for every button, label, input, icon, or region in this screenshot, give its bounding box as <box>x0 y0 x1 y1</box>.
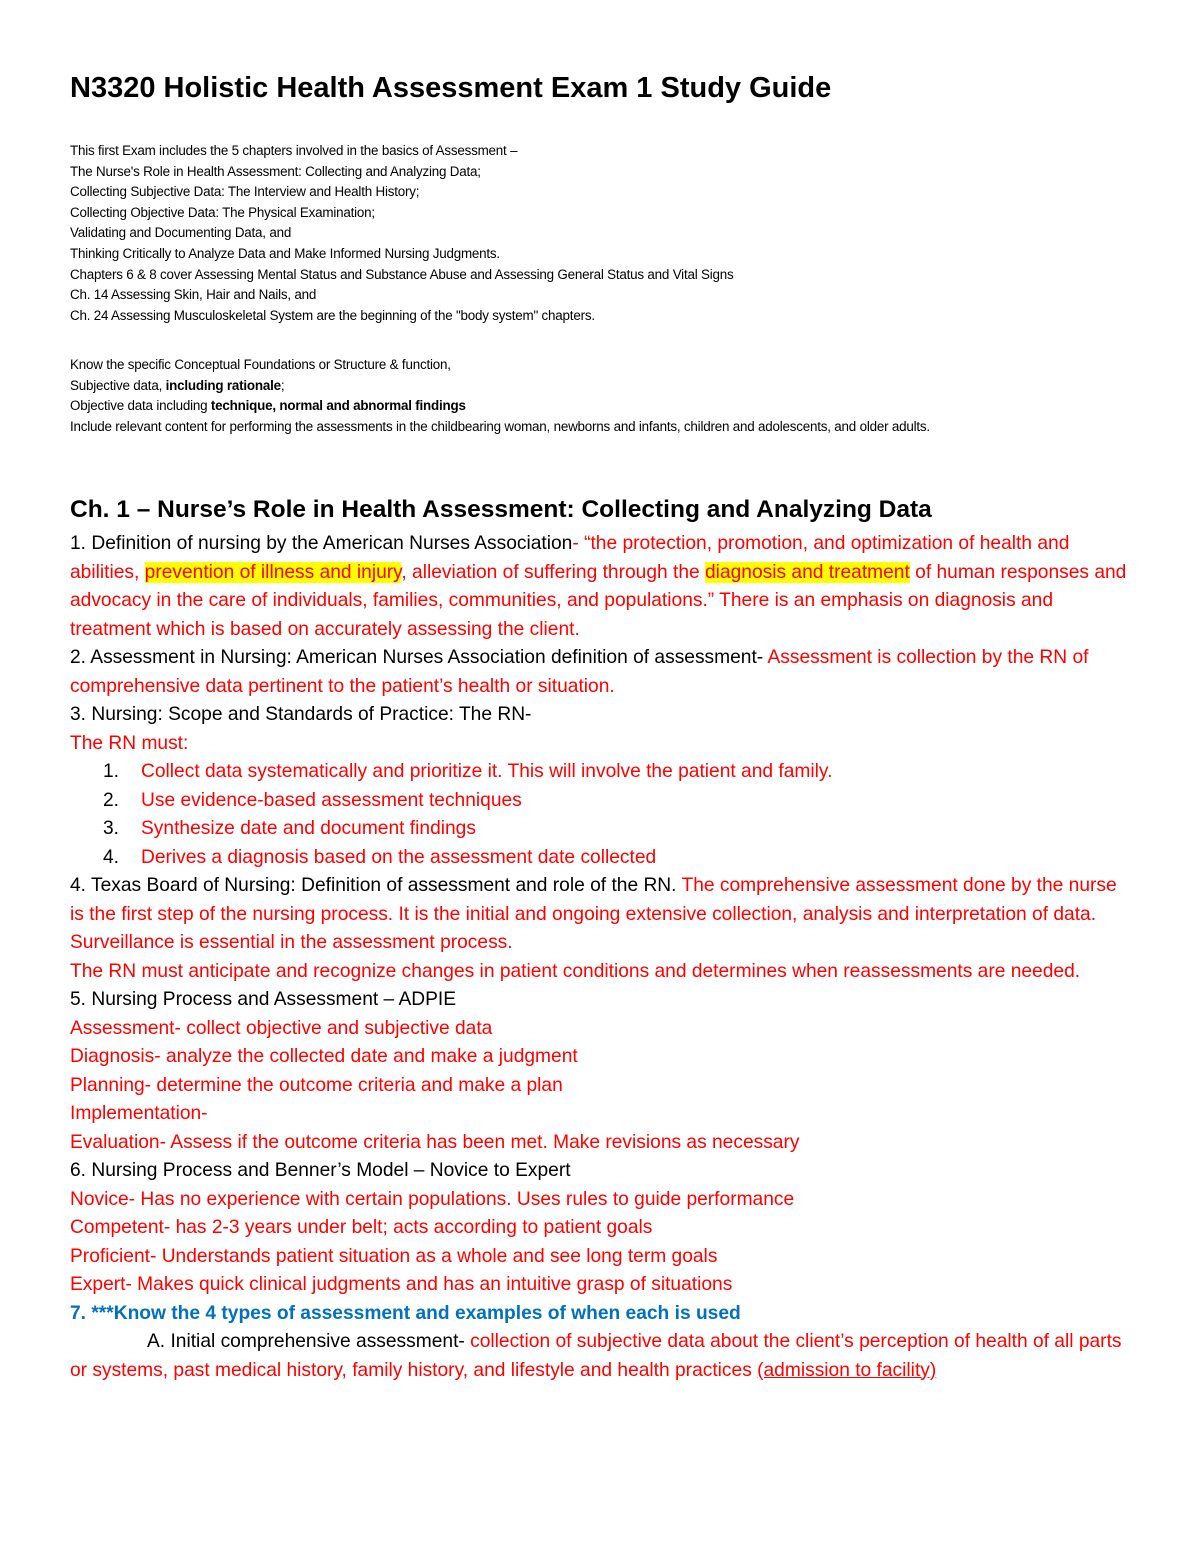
know-bold: technique, normal and abnormal findings <box>210 398 466 414</box>
list-number: 3. <box>103 818 120 839</box>
intro-line: Collecting Subjective Data: The Interview and Health History; <box>70 184 420 200</box>
list-item-text: Synthesize date and document findings <box>141 818 476 839</box>
adpie-line: Assessment- collect objective and subjective data <box>70 1017 493 1039</box>
section-6-question: 6. Nursing Process and Benner’s Model – Novice to Expert <box>70 1160 571 1181</box>
know-line: Include relevant content for performing the assessments in the childbearing woman, newborns and infants, children and adolescents, and older adults. <box>70 418 930 434</box>
list-item-text: Collect data systematically and prioritize it. This will involve the patient and family. <box>141 761 833 782</box>
adpie-line: Evaluation- Assess if the outcome criteria has been met. Make revisions as necessary <box>70 1131 800 1153</box>
list-item <box>70 815 1132 844</box>
list-item <box>70 787 1132 816</box>
chapter-heading: Ch. 1 – Nurse’s Role in Health Assessment: Collecting and Analyzing Data <box>70 496 932 523</box>
intro-line: Ch. 24 Assessing Musculoskeletal System are the beginning of the "body system" chapters. <box>70 307 595 323</box>
know-block <box>70 355 930 437</box>
know-text: Subjective data, <box>70 377 166 393</box>
benner-line: Proficient- Understands patient situation as a whole and see long term goals <box>70 1245 718 1267</box>
answer-text: of human responses and advocacy in the care of individuals, families, communities, and populations.” There is an emphasis on diagnosis and treatment which is based on accurately assessing the client. <box>70 561 1127 640</box>
benner-line: Competent- has 2-3 years under belt; acts according to patient goals <box>70 1217 653 1238</box>
list-item <box>70 844 1132 873</box>
intro-line: Chapters 6 & 8 cover Assessing Mental Status and Substance Abuse and Assessing General Status and Vital Signs <box>70 266 734 282</box>
section-1 <box>70 530 1132 644</box>
list-number: 4. <box>103 846 120 868</box>
underlined-text: (admission to facility) <box>757 1359 937 1381</box>
item-label: A. Initial comprehensive assessment- <box>147 1331 471 1352</box>
list-item-text: Use evidence-based assessment techniques <box>141 789 522 811</box>
know-bold: including rationale <box>165 377 281 393</box>
list-item-text: Derives a diagnosis based on the assessment date collected <box>141 846 657 868</box>
list-number: 1. <box>103 761 120 782</box>
section-3-question: 3. Nursing: Scope and Standards of Practice: The RN- <box>70 704 532 725</box>
section-4 <box>70 872 1132 929</box>
answer-text: Assessment is collection by the RN of comprehensive data pertinent to the patient’s health or situation. <box>70 647 1089 697</box>
answer-text: - “the protection, promotion, and optimization of health and abilities, <box>70 533 1070 583</box>
question-text: 4. Texas Board of Nursing: Definition of assessment and role of the RN. <box>70 875 682 896</box>
benner-line: Novice- Has no experience with certain populations. Uses rules to guide performance <box>70 1188 795 1210</box>
section-7-question: 7. ***Know the 4 types of assessment and examples of when each is used <box>70 1302 741 1324</box>
answer-line: The RN must anticipate and recognize changes in patient conditions and determines when reassessments are needed. <box>70 960 1081 982</box>
know-text: ; <box>280 377 285 393</box>
highlighted-text: prevention of illness and injury <box>144 561 402 583</box>
answer-text: , alleviation of suffering through the <box>401 561 706 583</box>
page-title: N3320 Holistic Health Assessment Exam 1 Study Guide <box>70 72 832 104</box>
know-line: Know the specific Conceptual Foundations or Structure & function, <box>70 357 451 372</box>
know-line <box>70 376 930 397</box>
intro-line: The Nurse's Role in Health Assessment: Collecting and Analyzing Data; <box>70 163 481 179</box>
section-5-question: 5. Nursing Process and Assessment – ADPIE <box>70 989 457 1010</box>
section-2 <box>70 644 1132 701</box>
benner-line: Expert- Makes quick clinical judgments and has an intuitive grasp of situations <box>70 1274 733 1295</box>
intro-block <box>70 141 734 326</box>
intro-line: Validating and Documenting Data, and <box>70 225 292 241</box>
intro-line: Thinking Critically to Analyze Data and Make Informed Nursing Judgments. <box>70 245 500 261</box>
question-text: 2. Assessment in Nursing: American Nurses Association definition of assessment- <box>70 647 768 668</box>
chapter-body <box>70 530 1132 1385</box>
list-item <box>70 758 1132 787</box>
section-3-lead: The RN must: <box>70 732 189 754</box>
answer-text: collection of subjective data about the client’s perception of health of all parts or systems, past medical history, family history, and lifestyle and health practices <box>70 1331 1122 1381</box>
know-text: Objective data including <box>70 398 211 414</box>
adpie-line: Implementation- <box>70 1103 208 1124</box>
answer-line: Surveillance is essential in the assessment process. <box>70 932 513 953</box>
intro-line: Collecting Objective Data: The Physical Examination; <box>70 204 375 220</box>
intro-line: Ch. 14 Assessing Skin, Hair and Nails, and <box>70 287 317 303</box>
adpie-line: Planning- determine the outcome criteria and make a plan <box>70 1074 563 1096</box>
highlighted-text: diagnosis and treatment <box>705 561 910 583</box>
list-number: 2. <box>103 789 120 811</box>
section-7-item-a <box>70 1328 1132 1385</box>
know-line <box>70 396 930 417</box>
answer-text: The comprehensive assessment done by the nurse is the first step of the nursing process. It is the initial and ongoing extensive collection, analysis and interpretation of data. <box>70 875 1117 925</box>
intro-line: This first Exam includes the 5 chapters involved in the basics of Assessment – <box>70 143 518 158</box>
adpie-line: Diagnosis- analyze the collected date and make a judgment <box>70 1046 578 1067</box>
question-text: 1. Definition of nursing by the American Nurses Association <box>70 533 573 554</box>
